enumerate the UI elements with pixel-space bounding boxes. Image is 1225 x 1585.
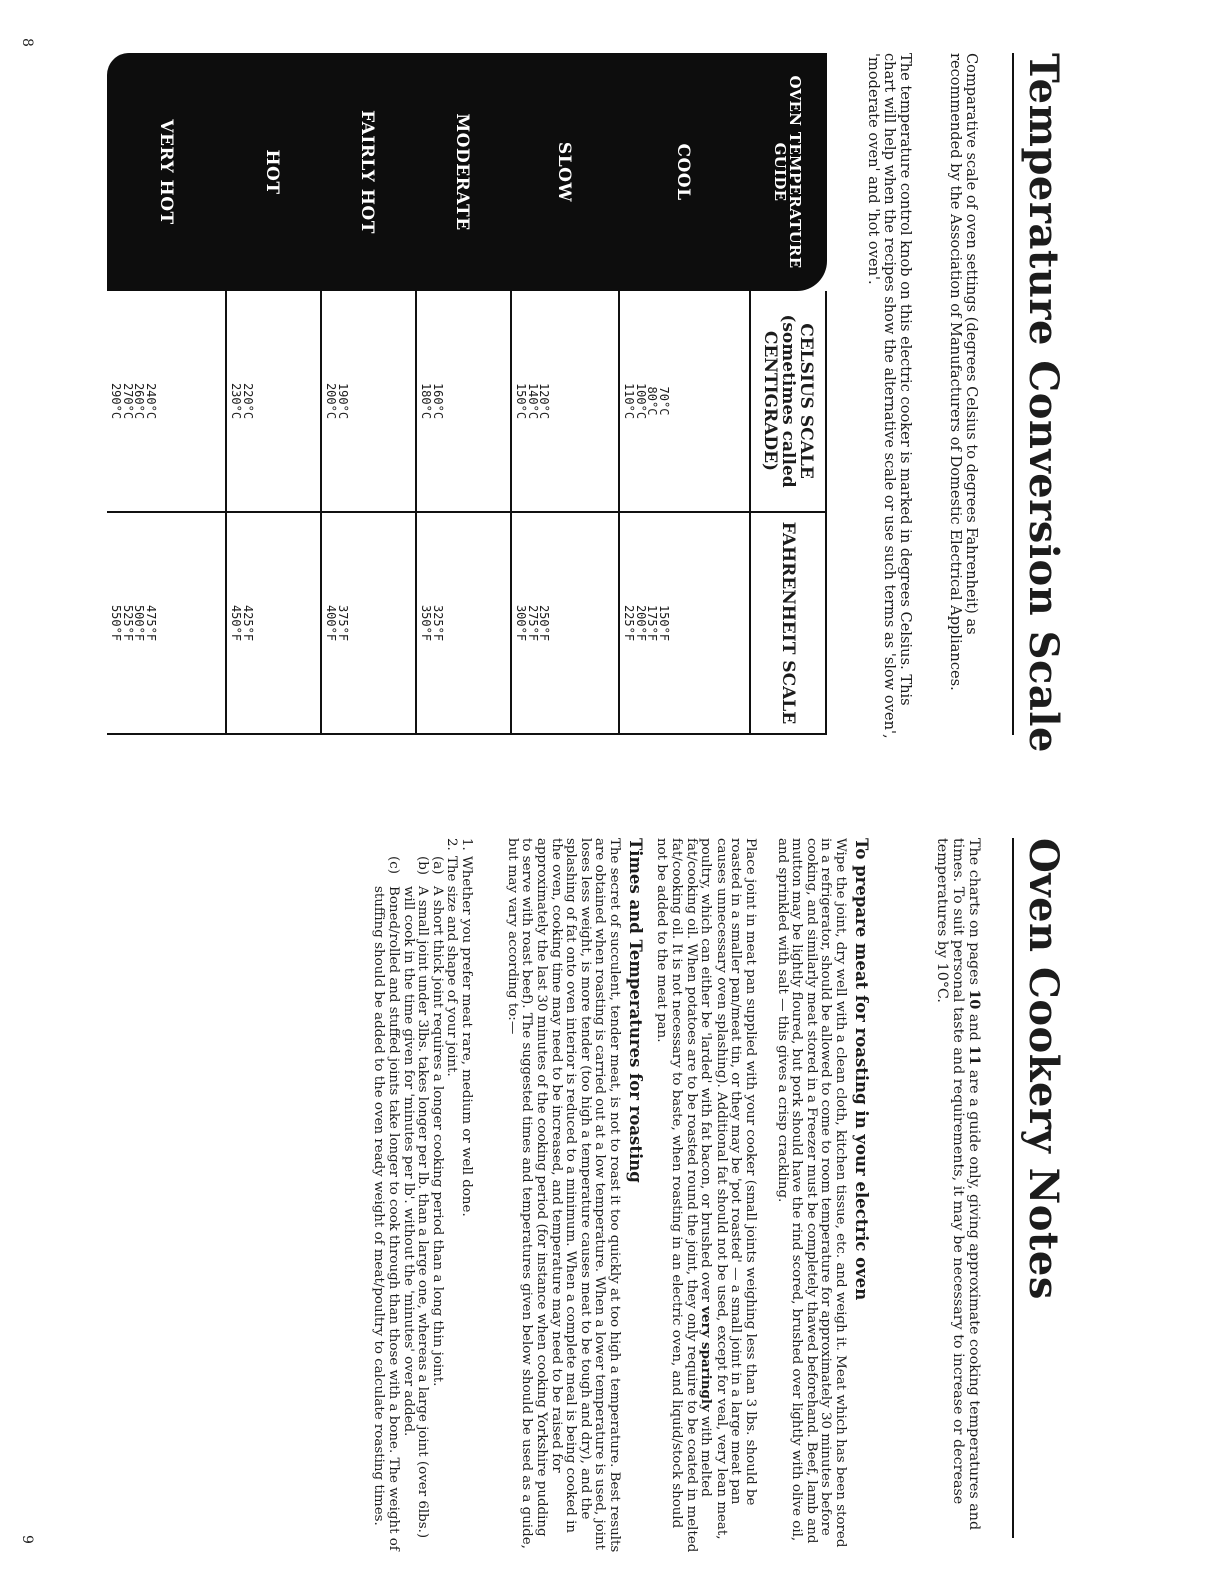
oven-cookery-notes-page — [0, 820, 1225, 1560]
table-row-slow — [510, 53, 618, 735]
page-title: Temperature Conversion Scale — [1020, 53, 1067, 753]
sub-list-item — [400, 856, 429, 1553]
celsius-value: 150°C — [514, 382, 529, 420]
lead-text: The charts on pages — [966, 838, 982, 990]
sub-list-item — [371, 856, 400, 1553]
celsius-value: 260°C — [132, 382, 147, 420]
list-item — [458, 838, 473, 1553]
sub-list-letter: (b) — [415, 856, 431, 876]
notes-title: Oven Cookery Notes — [1020, 838, 1067, 1300]
intro-paragraph-2: The temperature control knob on this electric cooker is marked in degrees Celsius. This chart will help when the recipes show the alternative scale or use such terms as 'slow oven', 'moderate oven' and 'hot oven'. — [864, 53, 914, 739]
celsius-value: 290°C — [109, 382, 124, 420]
fahrenheit-value: 475°F — [144, 604, 158, 642]
row-label: COOL — [618, 53, 749, 291]
notes-lead-paragraph — [934, 838, 982, 1553]
prepare-meat-heading: To prepare meat for roasting in your electric oven — [852, 838, 871, 1301]
row-label: HOT — [225, 53, 320, 291]
celsius-value: 80°C — [645, 386, 660, 416]
celsius-values — [618, 291, 749, 513]
header-fahrenheit: FAHRENHEIT SCALE — [749, 513, 827, 735]
paragraph-text: with melted fat/cooking oil. When potatoes are to be roasted round the joint, they only require to be coated in melted fat/cooking oil. It is not necessary to baste, when roasting in an electric oven, and liquid/stock should not be added to the meat pan. — [654, 838, 714, 1553]
fahrenheit-value: 325°F — [431, 604, 445, 642]
fahrenheit-value: 275°F — [526, 604, 540, 642]
celsius-values — [510, 291, 618, 513]
temperature-table — [107, 53, 827, 735]
fahrenheit-value: 175°F — [645, 604, 660, 642]
factor-list — [371, 838, 473, 1553]
sub-list-text: Boned/rolled and stuffed joints take longer to cook through than those with a bone. The weight of stuffing should be added to the oven ready weight of meat/poultry to calculate roasting times. — [371, 886, 402, 1551]
title-rule — [1012, 838, 1014, 1538]
fahrenheit-values — [320, 513, 415, 735]
list-number: 1. — [459, 838, 474, 851]
celsius-value: 200°C — [324, 382, 339, 420]
page-ref-10: 10 — [966, 989, 982, 1010]
celsius-value: 240°C — [144, 382, 158, 420]
conversion-scale-page — [0, 40, 1225, 760]
celsius-value: 270°C — [121, 382, 135, 420]
fahrenheit-values — [225, 513, 320, 735]
table-row-fairly-hot — [320, 53, 415, 735]
celsius-value: 230°C — [229, 382, 244, 420]
fahrenheit-value: 300°F — [514, 604, 529, 642]
celsius-value: 190°C — [336, 382, 350, 420]
lead-text: are a guide only, giving approximate cooking temperatures and times. To suit personal taste and requirements, it may be necessary to increase or decrease temperatures by 10°C. — [934, 838, 982, 1531]
times-temperatures-paragraph: The secret of succulent, tender meat, is not to roast it too quickly at too high a temperature. Best results are obtained when roasting is carried out at a low temperature. When a lower temperature is used, joint loses less weight, is more tender (too high a temperature causes meat to be tough and dry), and the splashing of fat onto oven interior is reduced to a minimum. When a complete meal is being cooked in the oven, cooking time may need to be increased, and temperature may need to be raised for approximately the last 30 minutes of the cooking period (for instance when cooking Yorkshire pudding to serve with roast beef). The suggested times and temperatures given below should be used as a guide, but may vary according to:— — [504, 838, 622, 1553]
header-oven-guide: OVEN TEMPERATURE GUIDE — [749, 53, 827, 291]
page-ref-11: 11 — [966, 1045, 982, 1066]
list-item — [444, 838, 459, 1553]
fahrenheit-values — [618, 513, 749, 735]
celsius-value: 100°C — [634, 382, 648, 420]
fahrenheit-value: 150°F — [657, 604, 671, 642]
prepare-meat-paragraph-2 — [654, 838, 757, 1553]
fahrenheit-value: 550°F — [109, 604, 124, 642]
table-row-moderate — [415, 53, 510, 735]
list-text: The size and shape of your joint. — [444, 856, 460, 1077]
fahrenheit-value: 425°F — [241, 604, 255, 642]
fahrenheit-values — [107, 513, 225, 735]
celsius-values — [107, 291, 225, 513]
fahrenheit-values — [510, 513, 618, 735]
celsius-value: 140°C — [526, 382, 540, 420]
lead-text: and — [966, 1009, 982, 1046]
sub-list-letter: (a) — [429, 856, 445, 875]
table-row-cool — [618, 53, 749, 735]
fahrenheit-values — [415, 513, 510, 735]
fahrenheit-value: 200°F — [634, 604, 648, 642]
intro-paragraph-1: Comparative scale of oven settings (degrees Celsius to degrees Fahrenheit) as recommended by the Association of Manufacturers of Domestic Electrical Appliances. — [946, 53, 980, 691]
list-number: 2. — [444, 838, 460, 851]
fahrenheit-value: 350°F — [419, 604, 434, 642]
fahrenheit-value: 225°F — [622, 604, 637, 642]
celsius-value: 220°C — [241, 382, 255, 420]
sub-list-letter: (c) — [386, 856, 402, 874]
celsius-values — [320, 291, 415, 513]
times-temperatures-heading: Times and Temperatures for roasting — [626, 838, 645, 1183]
emphasis-text: very sparingly — [698, 1306, 715, 1412]
title-rule — [1012, 53, 1014, 735]
fahrenheit-value: 250°F — [537, 604, 552, 642]
page-number-left: 8 — [19, 38, 35, 47]
celsius-value: 160°C — [431, 382, 445, 420]
sub-list-text: A small joint under 3lbs. takes longer per lb. than a large one, whereas a large joint (over 6lbs.) will cook in the time given for 'minutes per lb'. without the 'minutes' over added. — [400, 886, 431, 1539]
celsius-value: 70°C — [657, 386, 671, 416]
celsius-values — [415, 291, 510, 513]
celsius-value: 110°C — [622, 382, 637, 420]
paragraph-text: Place joint in meat pan supplied with your cooker (small joints weighing less than 3 lbs. should be roasted in a smaller pan/meat tin, or they may be 'pot roasted' — a small joint in a large meat pan causes unnecessary oven splashing). Additional fat should not be used, except for veal, very lean meat, poultry, which can either be 'larded' with fat bacon, or brushed over — [698, 838, 758, 1540]
table-row-very-hot — [107, 53, 225, 735]
celsius-values — [225, 291, 320, 513]
sub-list-item — [429, 856, 444, 1553]
header-celsius: CELSIUS SCALE (sometimes called CENTIGRADE) — [749, 291, 827, 513]
sub-list-text: A short thick joint requires a longer cooking period than a long thin joint. — [429, 886, 445, 1387]
row-label: VERY HOT — [107, 53, 225, 291]
row-label: MODERATE — [415, 53, 510, 291]
prepare-meat-paragraph-1: Wipe the joint, dry well with a clean cloth, kitchen tissue, etc. and weigh it. Meat which has been stored in a refrigerator, should be allowed to come to room temperature for approximately 30 minutes before cooking, and similarly meat stored in a Freezer must be completely thawed beforehand. Beef, lamb and mutton may be lightly floured, but pork should have the rind scored, brushed over lightly with olive oil, and sprinkled with salt — this gives a crisp crackling. — [774, 838, 848, 1548]
table-row-hot — [225, 53, 320, 735]
celsius-value: 180°C — [419, 382, 434, 420]
fahrenheit-value: 450°F — [229, 604, 244, 642]
row-label: SLOW — [510, 53, 618, 291]
table-header-row — [749, 53, 827, 735]
celsius-value: 120°C — [537, 382, 552, 420]
page-number-right: 9 — [19, 1535, 35, 1544]
fahrenheit-value: 500°F — [132, 604, 147, 642]
fahrenheit-value: 400°F — [324, 604, 339, 642]
fahrenheit-value: 375°F — [336, 604, 350, 642]
list-text: Whether you prefer meat rare, medium or well done. — [459, 856, 474, 1217]
fahrenheit-value: 525°F — [121, 604, 135, 642]
row-label: FAIRLY HOT — [320, 53, 415, 291]
